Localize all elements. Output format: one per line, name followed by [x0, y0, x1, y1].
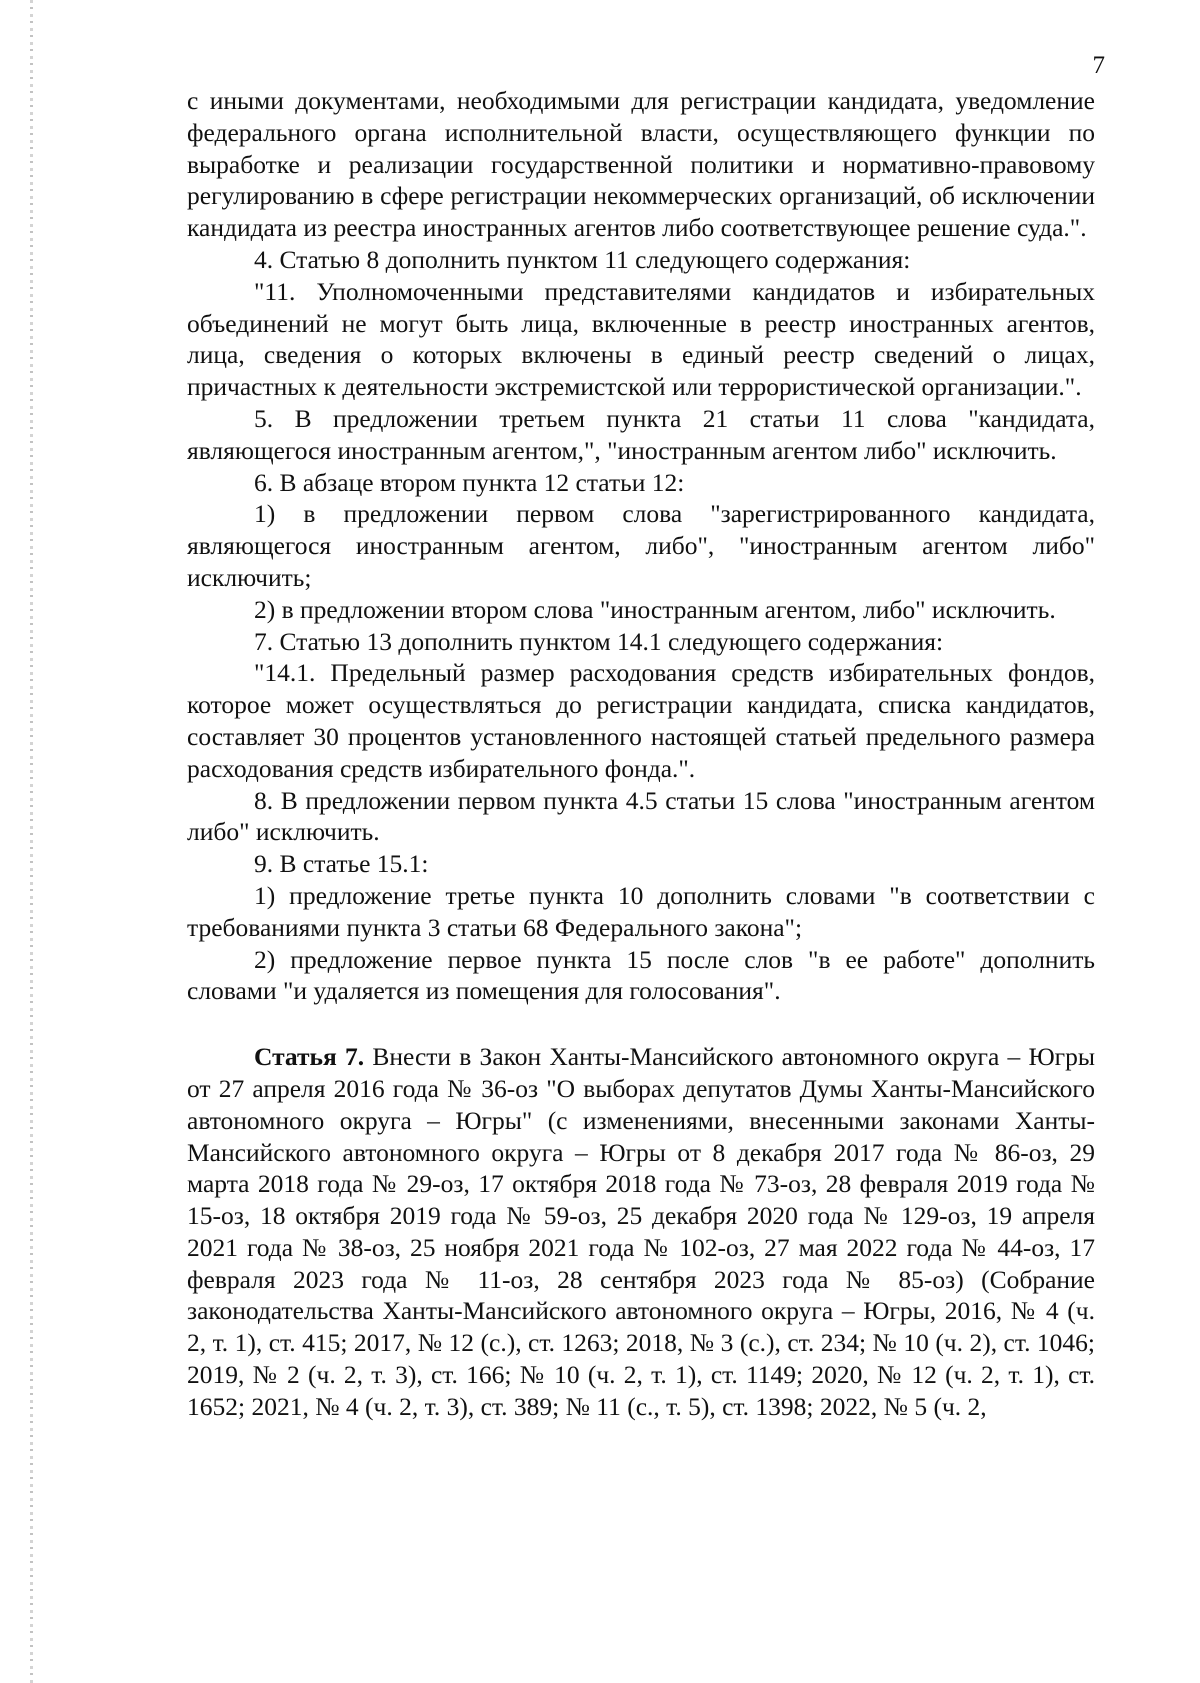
paragraph-item-8: 8. В предложении первом пункта 4.5 статьи 15 слова "иностранным агентом либо" исключить.: [187, 785, 1095, 847]
paragraph-item-9: 9. В статье 15.1:: [254, 849, 429, 879]
paragraph-item-5: 5. В предложении третьем пункта 21 статьи 11 слова "кандидата, являющегося иностранным агентом,", "иностранным агентом либо" исключить.: [187, 403, 1095, 465]
section-gap: [187, 1007, 1095, 1041]
paragraph-item-6: 6. В абзаце втором пункта 12 статьи 12:: [254, 467, 685, 497]
article-7-body: Внести в Закон Ханты-Мансийского автономного округа – Югры от 27 апреля 2016 года № 36-оз "О выборах депутатов Думы Ханты-Мансийского автономного округа – Югры" (с изменениями, внесенными законами Ханты-Мансийского автономного округа – Югры от 8 декабря 2017 года № 86-оз, 29 марта 2018 года № 29-оз, 17 октября 2018 года № 73-оз, 28 февраля 2019 года № 15-оз, 18 октября 2019 года № 59-оз, 25 декабря 2020 года № 129-оз, 19 апреля 2021 года № 38-оз, 25 ноября 2021 года № 102-оз, 27 мая 2022 года № 44-оз, 17 февраля 2023 года № 11-оз, 28 сентября 2023 года № 85-оз) (Собрание законодательства Ханты-Мансийского автономного округа – Югры, 2016, № 4 (ч. 2, т. 1), ст. 415; 2017, № 12 (с.), ст. 1263; 2018, № 3 (с.), ст. 234; № 10 (ч. 2), ст. 1046; 2019, № 2 (ч. 2, т. 3), ст. 166; № 10 (ч. 2, т. 1), ст. 1149; 2020, № 12 (ч. 2, т. 1), ст. 1652; 2021, № 4 (ч. 2, т. 3), ст. 389; № 11 (с., т. 5), ст. 1398; 2022, № 5 (ч. 2,: [187, 1042, 1095, 1421]
paragraph-item-4: 4. Статью 8 дополнить пунктом 11 следующего содержания:: [254, 244, 911, 274]
paragraph-item-6-2: 2) в предложении втором слова "иностранным агентом, либо" исключить.: [254, 594, 1056, 624]
scan-edge-artifact: [30, 0, 33, 1683]
paragraph-item-9-2: 2) предложение первое пункта 15 после слов "в ее работе" дополнить словами "и удаляется из помещения для голосования".: [187, 944, 1095, 1006]
paragraph-item-9-1: 1) предложение третье пункта 10 дополнить словами "в соответствии с требованиями пункта 3 статьи 68 Федерального закона";: [187, 880, 1095, 942]
document-body: [187, 85, 1095, 1423]
paragraph-item-6-1: 1) в предложении первом слова "зарегистрированного кандидата, являющегося иностранным агентом, либо", "иностранным агентом либо" исключить;: [187, 499, 1095, 592]
paragraph-continuation: с иными документами, необходимыми для регистрации кандидата, уведомление федерального органа исполнительной власти, осуществляющего функции по выработке и реализации государственной политики и нормативно-правовому регулированию в сфере регистрации некоммерческих организаций, об исключении кандидата из реестра иностранных агентов либо соответствующее решение суда.".: [187, 86, 1095, 243]
page-number: 7: [1092, 52, 1105, 79]
paragraph-item-7: 7. Статью 13 дополнить пунктом 14.1 следующего содержания:: [254, 626, 944, 656]
article-7-heading: Статья 7.: [254, 1042, 365, 1072]
paragraph-quote-11: "11. Уполномоченными представителями кандидатов и избирательных объединений не могут быть лица, включенные в реестр иностранных агентов, лица, сведения о которых включены в единый реестр сведений о лицах, причастных к деятельности экстремистской или террористической организации.".: [187, 276, 1095, 402]
paragraph-quote-14-1: "14.1. Предельный размер расходования средств избирательных фондов, которое может осуществляться до регистрации кандидата, списка кандидатов, составляет 30 процентов установленного настоящей статьей предельного размера расходования средств избирательного фонда.".: [187, 658, 1095, 783]
article-7-paragraph: [187, 1041, 1095, 1423]
